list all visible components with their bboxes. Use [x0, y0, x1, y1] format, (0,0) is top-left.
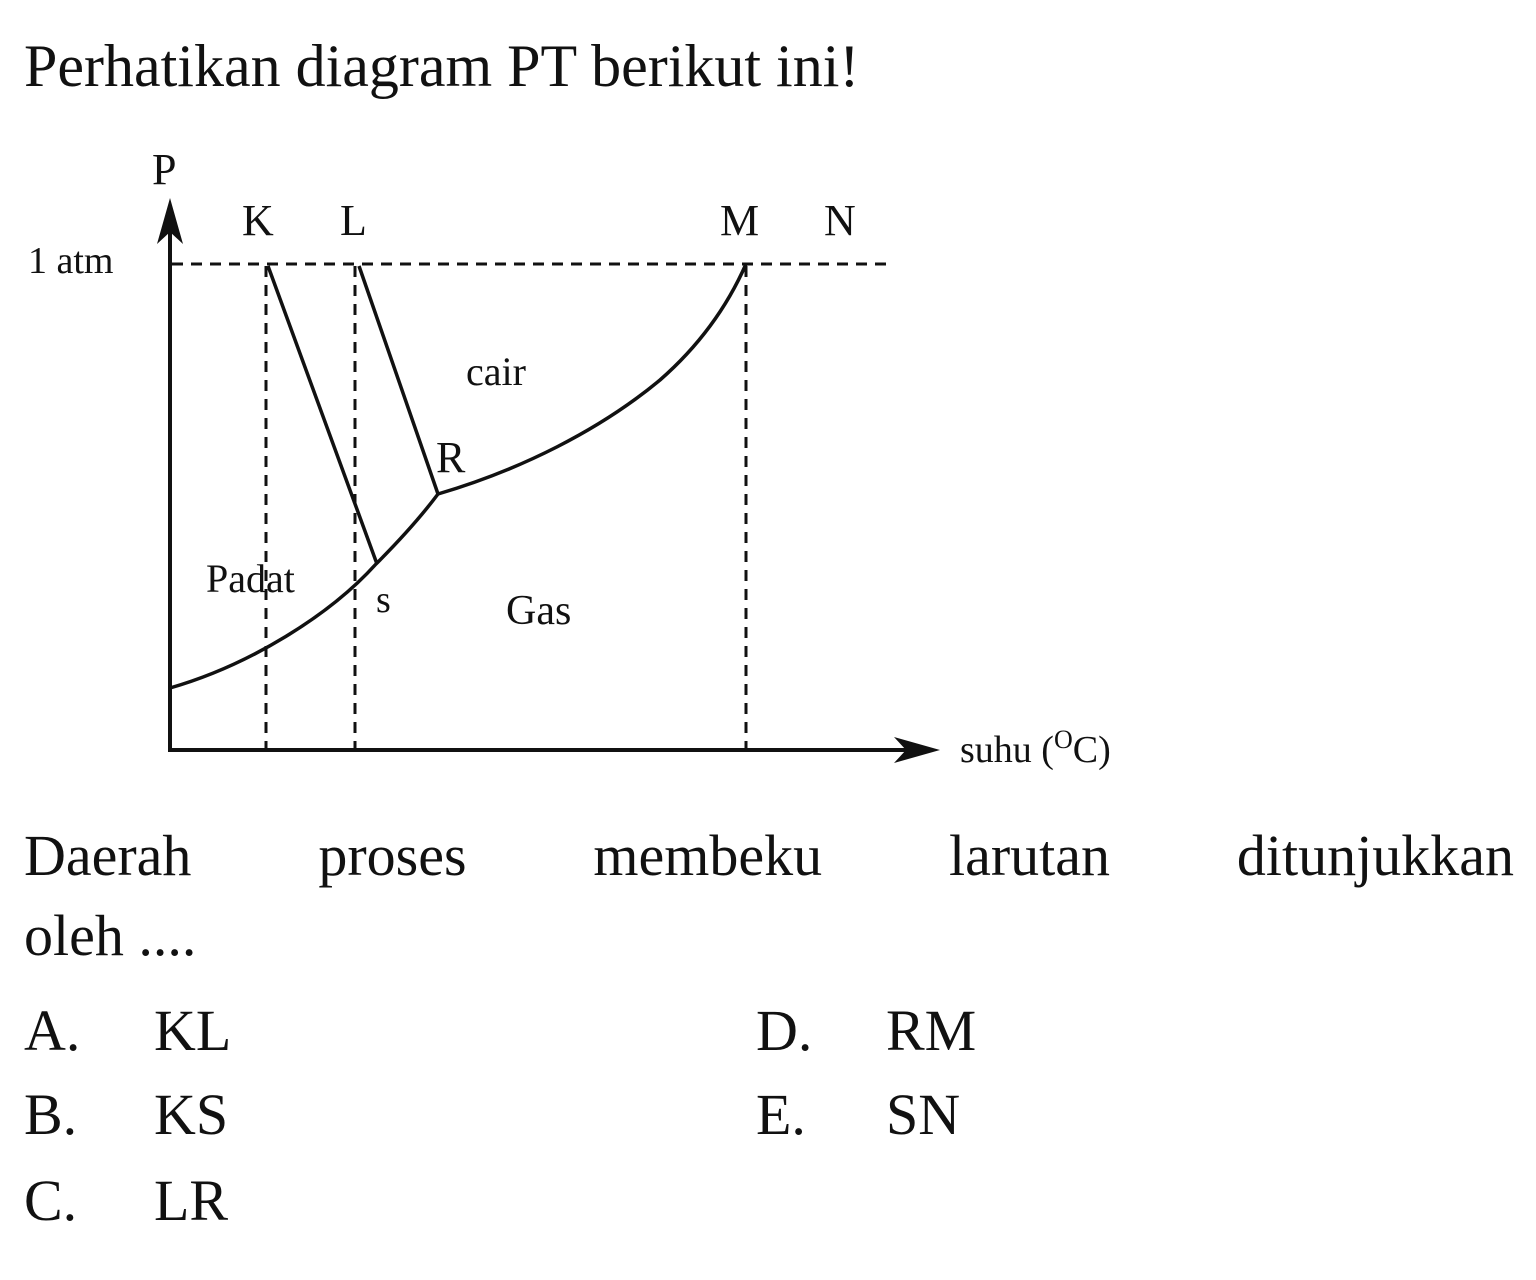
region-label-liquid: cair — [466, 349, 526, 394]
option-letter: C. — [24, 1168, 78, 1233]
option-text: KL — [154, 998, 232, 1063]
solvent-melting-line — [359, 266, 438, 494]
question-body-line2: oleh .... — [24, 903, 197, 968]
option-b[interactable] — [24, 1080, 228, 1150]
question-word: larutan — [948, 823, 1111, 888]
question-body — [24, 816, 1514, 976]
option-a[interactable] — [24, 996, 231, 1066]
region-label-solid: Padat — [206, 556, 295, 601]
option-e[interactable] — [756, 1080, 960, 1150]
question-word: membeku — [593, 823, 823, 888]
region-label-gas: Gas — [506, 588, 572, 634]
y-axis-label: P — [152, 145, 177, 194]
one-atm-label: 1 atm — [28, 240, 114, 282]
point-label-k: K — [242, 196, 274, 245]
question-word: Daerah — [24, 823, 192, 888]
point-label-m: M — [720, 196, 760, 245]
question-body-line1 — [24, 816, 1514, 896]
option-letter: B. — [24, 1082, 78, 1147]
option-letter: D. — [756, 998, 813, 1063]
question-word: ditunjukkan — [1236, 823, 1514, 888]
option-text: LR — [154, 1168, 229, 1233]
solution-melting-line — [268, 266, 377, 564]
x-axis-label: suhu ($^O$C) — [960, 725, 1111, 771]
question-word: proses — [318, 823, 467, 888]
point-label-r: R — [436, 433, 466, 482]
option-letter: E. — [756, 1082, 806, 1147]
point-label-s: s — [376, 579, 391, 621]
point-label-l: L — [340, 196, 367, 245]
option-c[interactable] — [24, 1166, 228, 1236]
option-d[interactable] — [756, 996, 976, 1066]
option-text: SN — [886, 1082, 961, 1147]
question-title: Perhatikan diagram PT berikut ini! — [24, 33, 860, 99]
option-text: RM — [886, 998, 977, 1063]
point-label-n: N — [824, 196, 856, 245]
option-letter: A. — [24, 998, 81, 1063]
option-text: KS — [154, 1082, 229, 1147]
